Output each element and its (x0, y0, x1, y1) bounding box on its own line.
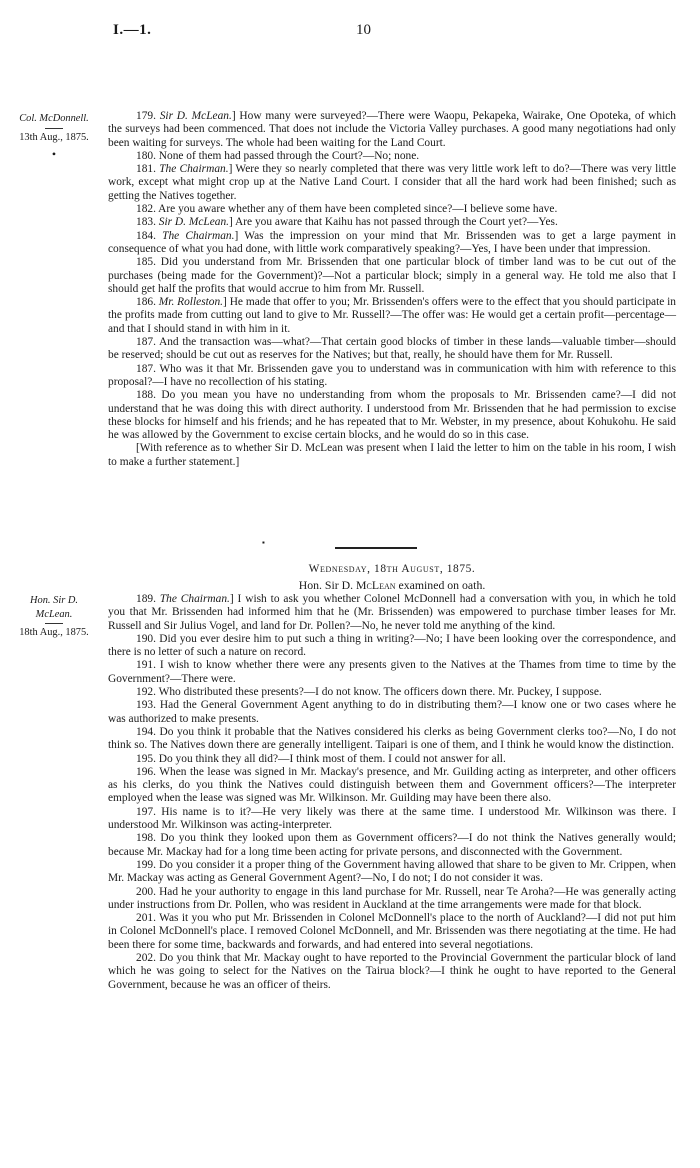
testimony-paragraph: 191. I wish to know whether there were any presents given to the Natives at the Thames from time to time by the Government?—There were. (108, 659, 676, 685)
testimony-paragraph: 185. Did you understand from Mr. Brissenden that one particular block of timber land was to be cut out of the purchases (being made for the Government)?—Not a particular block; simply in a general way. He told me also that I should get half the profits that would accrue to him from Mr. Russell. (108, 256, 676, 295)
page-number: 10 (356, 22, 371, 38)
stray-mark: ▪ (262, 538, 265, 547)
testimony-paragraph: 188. Do you mean you have no understanding from whom the proposals to Mr. Brissenden came?—I did not understand that he was doing this with direct authority. I understood from Mr. Brissenden that he had permission to excise these blocks for himself and his friends; and he has repeated that to Mr. Webster, in my presence, about Kohukohu. He said he was allowed by the Government to excise certain blocks, and he would do so in this case. (108, 389, 676, 442)
margin-note-mcdonnell (14, 112, 94, 162)
testimony-paragraph: 187. Who was it that Mr. Brissenden gave you to understand was in communication with him with reference to this proposal?—I have no recollection of his stating. (108, 362, 676, 388)
testimony-paragraph: 179. Sir D. McLean.] How many were surveyed?—There were Waopu, Pekapeka, Wairake, One Opoteka, of which the surveys had been commenced. That does not include the Victoria Valley purchases. A good many negotiations had only been waiting for surveys. The whole had been waiting for the Land Court. (108, 110, 676, 149)
testimony-paragraph: [With reference as to whether Sir D. McLean was present when I laid the letter to him on the table in his room, I wish to make a further statement.] (108, 442, 676, 468)
date-heading: Wednesday, 18th August, 1875. (308, 563, 476, 575)
testimony-paragraph: 192. Who distributed these presents?—I do not know. The officers down there. Mr. Puckey, I suppose. (136, 686, 602, 699)
testimony-paragraph: 195. Do you think they all did?—I think most of them. I could not answer for all. (136, 752, 506, 765)
testimony-paragraph: 197. His name is to it?—He very likely was there at the same time. I understood Mr. Wilkinson was there. I understood Mr. Wilkinson was acting-interpreter. (108, 805, 676, 832)
testimony-paragraph: 186. Mr. Rolleston.] He made that offer to you; Mr. Brissenden's offers were to the effect that you should participate in the profits made from cutting out land to give to Mr. Russell?—The offer was: He would get a certain profit—percentage—and that I should stand in with him in it. (108, 296, 677, 335)
document-code: I.—1. (113, 22, 152, 38)
margin-dash (45, 128, 63, 129)
margin-witness-name-1: Hon. Sir D. (30, 595, 78, 606)
testimony-paragraph: 184. The Chairman.] Was the impression on your mind that Mr. Brissenden was to get a large payment in consequence of what you had done, with little work comparatively speaking?—Yes, I have been under that impression. (108, 229, 677, 255)
examined-line: Hon. Sir D. McLean examined on oath. (298, 578, 486, 592)
page-header (0, 22, 700, 42)
section-divider (335, 547, 417, 549)
testimony-paragraph: 183. Sir D. McLean.] Are you aware that Kaihu has not passed through the Court yet?—Yes. (136, 216, 558, 229)
margin-date: 13th Aug., 1875. (19, 131, 89, 143)
testimony-paragraph: 199. Do you consider it a proper thing of the Government having allowed that share to be given to Mr. Crippen, when Mr. Mackay was acting as General Government Agent?—No, I do not; I do not consider it was. (108, 858, 676, 885)
testimony-section-2 (108, 593, 676, 992)
testimony-paragraph: 193. Had the General Government Agent anything to do in distributing them?—I know one or two cases where he was authorized to make presents. (108, 699, 676, 725)
testimony-paragraph: 180. None of them had passed through the Court?—No; none. (136, 149, 420, 162)
margin-bullet-icon: • (51, 147, 57, 161)
margin-witness-name-2: McLean. (35, 608, 73, 620)
testimony-paragraph: 196. When the lease was signed in Mr. Mackay's presence, and Mr. Guilding acting as interpreter, and other officers as his clerks, do you think the Natives could distinguish between them and Government officers?—The interpreter employed when the lease was signed was Mr. Wilkinson. Mr. Guilding may have been there also. (108, 765, 676, 805)
margin-witness-name: Col. McDonnell. (19, 113, 89, 124)
testimony-paragraph: 201. Was it you who put Mr. Brissenden in Colonel McDonnell's place to the north of Auckland?—I did not put him in Colonel McDonnell's place. I removed Colonel McDonnell, and Mr. Brissenden was there negotiating at the time. He had been there for some time, backwards and forwards, and had entered into several negotiations. (108, 912, 676, 951)
testimony-paragraph: 200. Had he your authority to engage in this land purchase for Mr. Russell, near Te Aroha?—He was generally acting under instructions from Dr. Pollen, who was resident in Auckland at the time arrangements were made for that block. (108, 885, 676, 911)
margin-date: 18th Aug., 1875. (19, 627, 89, 638)
testimony-paragraph: 189. The Chairman.] I wish to ask you whether Colonel McDonnell had a conversation with you, in which he told you that Mr. Brissenden had informed him that he (Mr. Brissenden) was empowered to purchase timber leases for Mr. Russell and Sir Julius Vogel, and land for Dr. Pollen?—No, he never told me anything of the kind. (108, 593, 676, 632)
testimony-paragraph: 182. Are you aware whether any of them have been completed since?—I believe some have. (136, 203, 558, 216)
margin-dash (45, 623, 63, 624)
testimony-paragraph: 181. The Chairman.] Were they so nearly completed that there was very little work left to do?—There was very little work, except what might crop up at the Native Land Court. I consider that all the hard work had been finished; such as getting the Natives together. (108, 163, 677, 202)
testimony-paragraph: 198. Do you think they looked upon them as Government officers?—I do not think the Natives generally would; because Mr. Mackay had for a long time been acting for private persons, and disconnected with the Government. (108, 832, 676, 858)
testimony-paragraph: 194. Do you think it probable that the Natives considered his clerks as being Government clerks too?—No, I do not think so. The Natives down there are generally intelligent. Taipari is one of them, and I think he would know the distinction. (108, 725, 676, 752)
testimony-paragraph: 190. Did you ever desire him to put such a thing in writing?—No; I have been looking over the correspondence, and there is no letter of such a nature on record. (108, 632, 676, 659)
testimony-section-1 (108, 110, 676, 469)
margin-note-mclean (14, 594, 94, 640)
testimony-paragraph: 202. Do you think that Mr. Mackay ought to have reported to the Provincial Government the particular block of land which he was going to select for the Natives on the Tairua block?—I think he ought to have reported to the General Government, because he was an officer of theirs. (108, 952, 676, 991)
testimony-paragraph: 187. And the transaction was—what?—That certain good blocks of timber in these lands—valuable timber—should be reserved; should be cut out as reserves for the Natives; but that, really, he should have them for Mr. Russell. (108, 336, 676, 362)
